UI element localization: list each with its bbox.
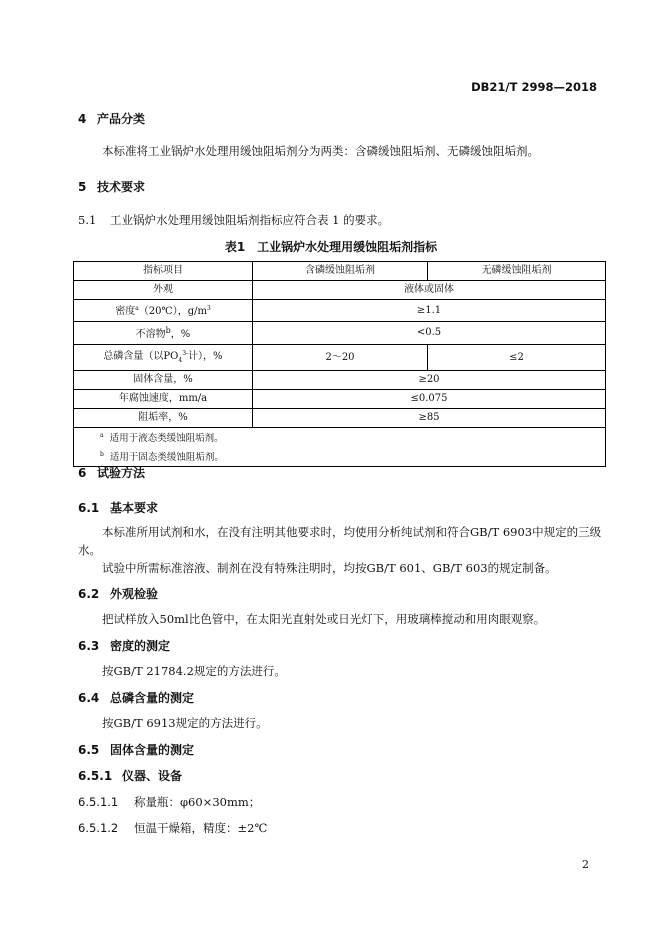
row-label: 阻垢率，% <box>74 409 253 428</box>
note-text: 适用于固态类缓蚀阻垢剂。 <box>109 452 224 463</box>
row-label: 固体含量，% <box>74 371 253 390</box>
section-6-1-body-line1: 本标准所用试剂和水，在没有注明其他要求时，均使用分析纯试剂和符合GB/T 6903中规定的三级 <box>102 525 602 539</box>
header-phosphorus: 含磷缓蚀阻垢剂 <box>253 262 428 281</box>
section-body: 称量瓶：φ60×30mm； <box>134 795 261 809</box>
section-6-5-heading <box>78 741 194 758</box>
table-row <box>74 409 606 428</box>
table-row <box>74 390 606 409</box>
row-value: <0.5 <box>253 322 606 345</box>
section-number: 6.3 <box>78 639 100 653</box>
section-number: 6.2 <box>78 587 100 601</box>
section-number: 6.5.1.1 <box>78 795 119 809</box>
row-value: ≤0.075 <box>253 390 606 409</box>
section-body: 工业锅炉水处理用缓蚀阻垢剂指标应符合表 1 的要求。 <box>110 213 390 227</box>
section-6-4-heading <box>78 689 194 706</box>
section-6-5-1-1 <box>78 794 260 810</box>
section-6-3-body: 按GB/T 21784.2规定的方法进行。 <box>102 664 286 678</box>
section-title: 固体含量的测定 <box>110 743 195 757</box>
row-value: ≥1.1 <box>253 300 606 322</box>
table-note <box>74 428 606 448</box>
row-value: ≥20 <box>253 371 606 390</box>
page-number: 2 <box>582 858 589 871</box>
table-row <box>74 345 606 371</box>
section-6-5-1-heading <box>78 767 182 784</box>
table-row <box>74 322 606 345</box>
section-6-2-body: 把试样放入50ml比色管中，在太阳光直射处或日光灯下，用玻璃棒搅动和用肉眼观察。 <box>102 612 546 626</box>
row-label: 密度$^a$（20℃），$g/m^3$ <box>74 300 253 322</box>
section-number: 5.1 <box>78 213 97 227</box>
document-code: DB21/T 2998—2018 <box>471 80 597 94</box>
section-title: 密度的测定 <box>110 639 171 653</box>
table-row <box>74 371 606 390</box>
section-title: 基本要求 <box>110 501 159 515</box>
header-item: 指标项目 <box>74 262 253 281</box>
note-mark: b <box>100 451 104 458</box>
section-title: 总磷含量的测定 <box>110 691 195 705</box>
section-number: 4 <box>78 112 87 126</box>
row-label: 不溶物$^b$，% <box>74 322 253 345</box>
note-text: 适用于液态类缓蚀阻垢剂。 <box>109 433 224 444</box>
row-value: 液体或固体 <box>253 281 606 300</box>
row-value-non-phosphorus: ≤2 <box>428 345 606 371</box>
section-title: 技术要求 <box>97 180 146 194</box>
section-6-3-heading <box>78 637 170 654</box>
section-title: 产品分类 <box>97 112 146 126</box>
row-label: 年腐蚀速度，mm/a <box>74 390 253 409</box>
section-4-body: 本标准将工业锅炉水处理用缓蚀阻垢剂分为两类：含磷缓蚀阻垢剂、无磷缓蚀阻垢剂。 <box>102 144 539 158</box>
section-6-2-heading <box>78 585 158 602</box>
section-number: 6.5.1.2 <box>78 821 119 835</box>
section-5-heading <box>78 178 145 195</box>
table-row <box>74 300 606 322</box>
section-body: 恒温干燥箱，精度：±2℃ <box>134 821 268 835</box>
row-label: 外观 <box>74 281 253 300</box>
section-6-heading <box>78 464 145 481</box>
row-label: 总磷含量（以$PO_4^{3-}$计），% <box>74 345 253 371</box>
note-mark: a <box>100 432 104 439</box>
section-title: 试验方法 <box>97 466 146 480</box>
row-value: ≥85 <box>253 409 606 428</box>
table-caption: 表1 工业锅炉水处理用缓蚀阻垢剂指标 <box>224 240 438 254</box>
table-row <box>74 281 606 300</box>
section-number: 6.5.1 <box>78 769 113 783</box>
section-number: 6.4 <box>78 691 100 705</box>
spec-table <box>73 261 606 467</box>
section-number: 6.1 <box>78 501 100 515</box>
section-6-5-1-2 <box>78 820 267 836</box>
row-value-phosphorus: 2～20 <box>253 345 428 371</box>
section-number: 5 <box>78 180 87 194</box>
section-number: 6.5 <box>78 743 100 757</box>
section-6-1-heading <box>78 499 158 516</box>
section-number: 6 <box>78 466 87 480</box>
section-6-1-body-line2: 水。 <box>78 543 101 557</box>
section-6-4-body: 按GB/T 6913规定的方法进行。 <box>102 716 268 730</box>
section-4-heading <box>78 110 145 127</box>
section-title: 外观检验 <box>110 587 159 601</box>
section-5-1 <box>78 212 389 228</box>
section-title: 仪器、设备 <box>122 769 183 783</box>
table-note <box>74 447 606 467</box>
header-non-phosphorus: 无磷缓蚀阻垢剂 <box>428 262 606 281</box>
section-6-1-body2: 试验中所需标准溶液、制剂在没有特殊注明时，均按GB/T 601、GB/T 603的规定制备。 <box>102 561 557 575</box>
table-header-row <box>74 262 606 281</box>
